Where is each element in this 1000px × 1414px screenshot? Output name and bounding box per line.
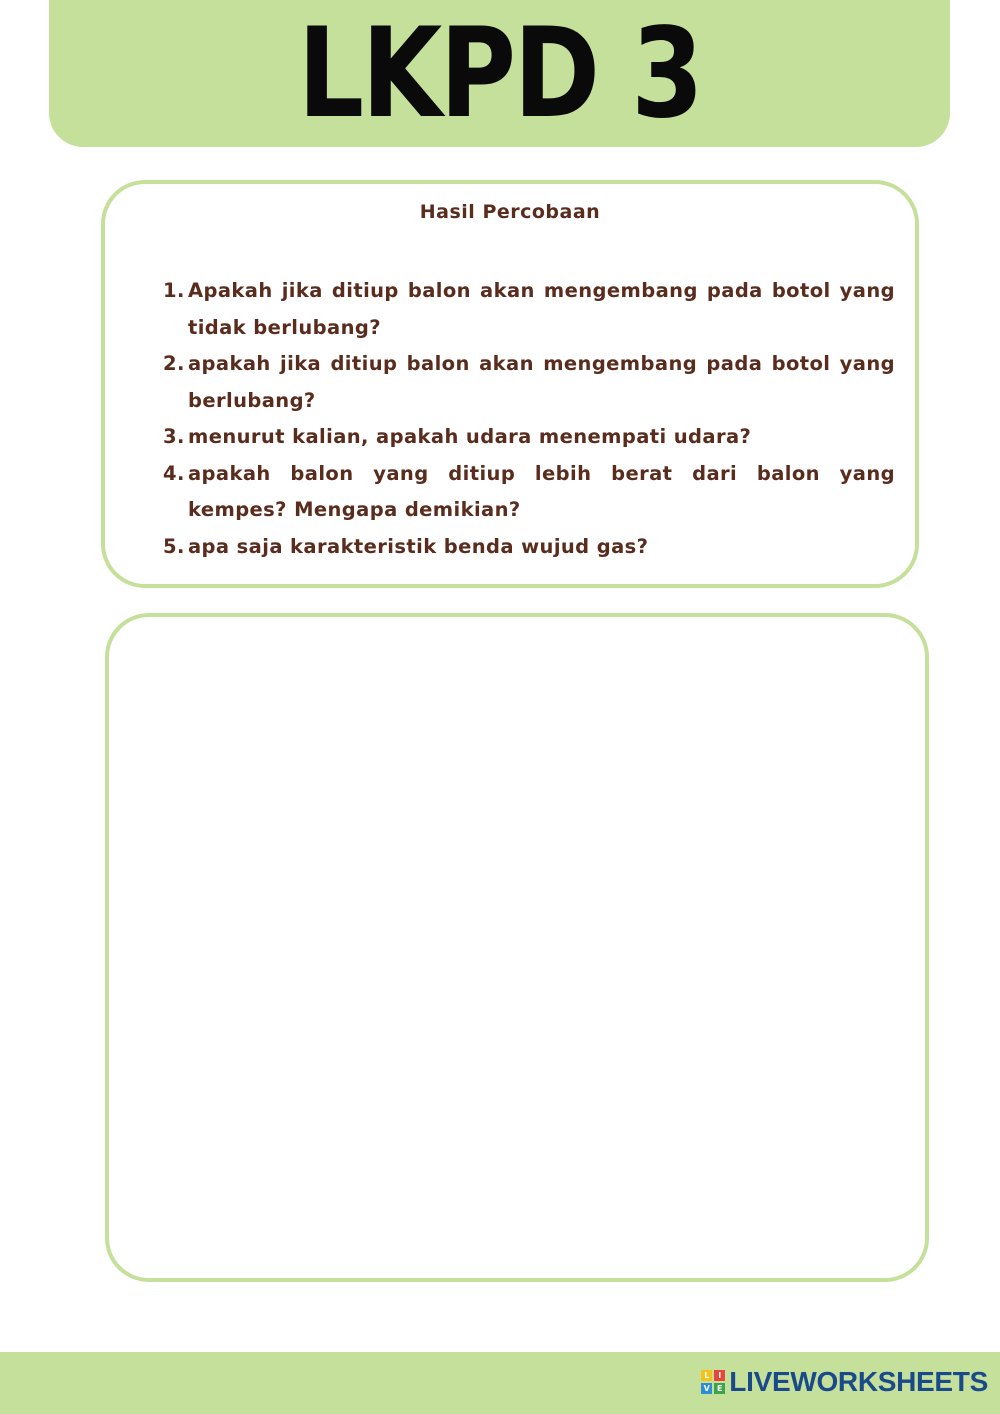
question-text: apakah jika ditiup balon akan mengembang pada botol yang berlubang? [188,352,895,412]
question-item [163,529,895,566]
question-text: menurut kalian, apakah udara menempati udara? [188,425,752,448]
page-title: LKPD 3 [297,2,702,146]
question-number: 2. [163,352,185,375]
question-text: apa saja karakteristik benda wujud gas? [188,534,649,558]
question-number: 3. [163,425,185,448]
question-text: apakah balon yang ditiup lebih berat dari balon yang kempes? Mengapa demikian? [188,461,895,521]
card-heading: Hasil Percobaan [419,201,601,223]
question-item [163,419,895,456]
header-band [49,0,950,147]
question-card [101,180,919,588]
logo-letter: E [714,1383,725,1394]
liveworksheets-logo-icon [701,1370,725,1394]
question-item [163,456,895,529]
question-item [163,273,895,346]
logo-letter: L [701,1370,712,1381]
brand-name: LIVEWORKSHEETS [729,1366,988,1397]
brand-link[interactable] [701,1366,988,1398]
question-number: 1. [163,279,185,302]
answer-area[interactable] [105,613,929,1282]
question-list [163,273,895,565]
logo-letter: V [701,1383,712,1394]
question-number: 4. [163,461,185,485]
logo-letter: I [714,1370,725,1381]
question-number: 5. [163,534,185,558]
question-text: Apakah jika ditiup balon akan mengembang pada botol yang tidak berlubang? [188,279,895,339]
footer-band [0,1352,1000,1414]
question-item [163,346,895,419]
